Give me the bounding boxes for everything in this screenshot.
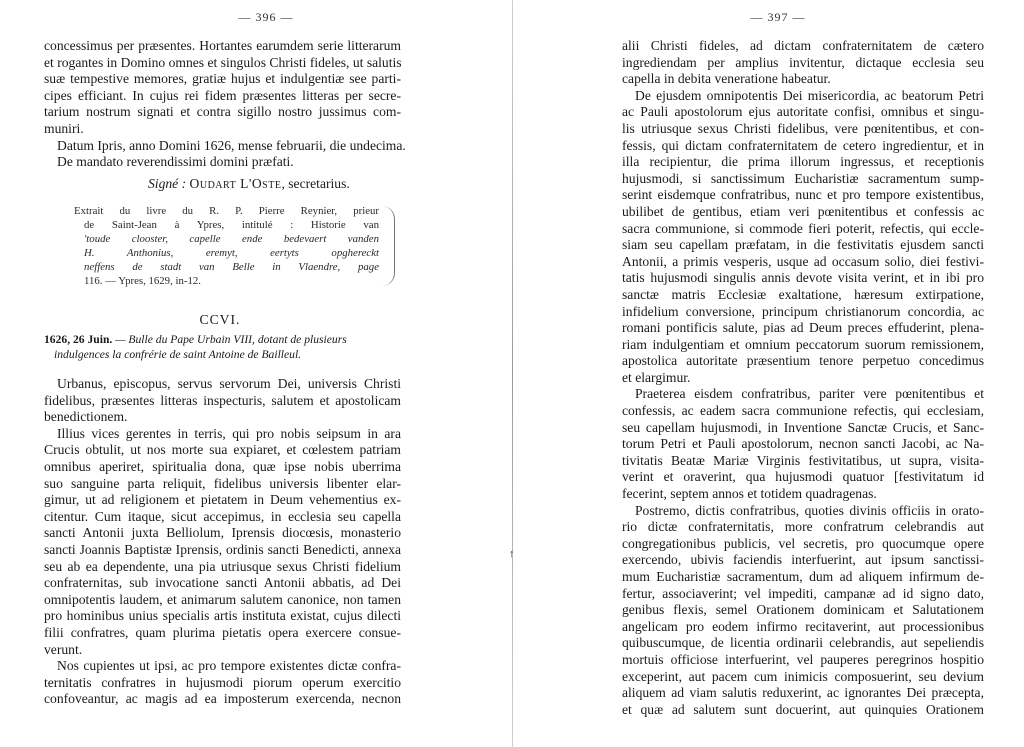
document-number: CCVI. bbox=[199, 312, 241, 327]
text-line: pro hominibus unius specialis artis instituta existat, cujus dilecti bbox=[44, 608, 401, 624]
bull-body bbox=[44, 376, 401, 708]
text-line: Antonii, a primis vesperis, usque ad occasum solio, diei festivi- bbox=[622, 253, 984, 269]
text-line: Nos cupientes ut ipsi, ac pro tempore existentes dictæ confra- bbox=[57, 658, 401, 674]
text-line: rio dictæ confraternitatis, more confratrum celebrandis aut bbox=[622, 519, 984, 535]
extract-line: neffens de stadt van Belle in Vlaendre, page bbox=[84, 261, 379, 273]
text-line: De ejusdem omnipotentis Dei misericordia, ac beatorum Petri bbox=[635, 87, 984, 103]
text-line: sacra communione, si commode fieri poterit, refectis, qui eccle- bbox=[622, 220, 984, 236]
text-line: apostolica autoritate præsentium tenore perpetuo concedimus bbox=[622, 353, 984, 369]
text-line: sancti Joannis Baptistæ Iprensis, ordinis sancti Benedicti, annexa bbox=[44, 541, 401, 557]
extract-bracket bbox=[382, 206, 395, 286]
text-line: torum Petri et Pauli apostolorum, necnon sancti Jacobi, ac Na- bbox=[622, 436, 984, 452]
text-line: gimur, ut ad religionem et pietatem in Deum vehementius ex- bbox=[44, 492, 401, 508]
text-line: Crucis obtulit, ut nos morte sua expiaret, et cœlestem patriam bbox=[44, 442, 401, 458]
text-line: tivitatis Beatæ Mariæ Virginis festivitatibus, ut supra, visita- bbox=[622, 452, 984, 468]
text-line: sancti Antonii juxta Belliolum, Iprensis diocœsis, monasterio bbox=[44, 525, 401, 541]
text-line: tarium nostrum signati et contra sigillo nostro jussimus com- bbox=[44, 104, 401, 120]
extract-line: 116. — Ypres, 1629, in-12. bbox=[84, 275, 201, 287]
extract-line: 'toude clooster, capelle ende bedevaert vanden bbox=[84, 233, 379, 245]
source-extract bbox=[74, 204, 379, 288]
text-line: Postremo, dictis confratribus, quoties divinis officiis in orato- bbox=[635, 502, 984, 518]
text-line: et rogantes in Domino omnes et singulos Christi fideles, ut salutis bbox=[44, 54, 402, 70]
text-line: fidelibus, præsentes litteras inspecturis, salutem et apostolicam bbox=[44, 392, 401, 408]
signature-title: , secretarius. bbox=[281, 176, 350, 191]
signature bbox=[148, 176, 350, 192]
text-line: congregationibus publicis, vel secretis, pro quocumque opere bbox=[622, 535, 984, 551]
text-line: verunt. bbox=[44, 641, 83, 657]
extract-line: H. Anthonius, eremyt, eertyts opghereckt bbox=[84, 247, 379, 259]
text-line: aliquem ad viam salutis reduxerint, ac ignorantes Dei præcepta, bbox=[622, 685, 984, 701]
text-line: romani pontificis salute, pias ad Deum preces effuderint, plena- bbox=[622, 320, 984, 336]
right-body bbox=[622, 38, 984, 718]
text-line: verint et oraverint, qua hujusmodi quatuor [festivitatum id bbox=[622, 469, 984, 485]
text-line: muniri. bbox=[44, 120, 84, 136]
document-date: 1626, 26 Juin. bbox=[44, 333, 113, 346]
text-line: tatis hujusmodi singulis annis devote visita verint, et in ibi pro bbox=[622, 270, 984, 286]
extract-line: de Saint-Jean à Ypres, intitulé : Historie van bbox=[84, 219, 379, 231]
text-line: filii confratres, quam plurima pietatis opera exercere consue- bbox=[44, 624, 401, 640]
text-line: exceperint, aut pacem cum inimicis composuerint, seu devium bbox=[622, 668, 984, 684]
text-line: mortuis officiose interfuerint, vel pauperes peregrinos hospitio bbox=[622, 651, 984, 667]
document-summary: indulgences la confrérie de saint Antoine de Bailleul. bbox=[54, 348, 302, 361]
text-line: confraternitas, sub invocatione sancti Antonii abbatis, ad Dei bbox=[44, 575, 401, 591]
text-line: benedictionem. bbox=[44, 409, 128, 425]
text-line: ac Pauli apostolorum ejus autoritate confisi, omnibus et singu- bbox=[622, 104, 984, 120]
text-line: seu ab ea dependente, una pia utriusque sexus Christi fidelium bbox=[44, 558, 401, 574]
dated-line: Datum Ipris, anno Domini 1626, mense februarii, die undecima. bbox=[57, 137, 406, 153]
text-line: ubilibet de gentibus, etiam veri pœnitentibus et confessis ac bbox=[622, 203, 984, 219]
right-page bbox=[512, 0, 1024, 747]
text-line: omnibus aperiret, spiritualia dona, quæ ipse nobis uberrima bbox=[44, 458, 401, 474]
text-line: alii Christi fideles, ad dictam confraternitatem de cætero bbox=[622, 38, 984, 53]
text-line: Praeterea eisdem confratribus, pariter vere pœnitentibus et bbox=[635, 386, 984, 402]
text-line: lis utriusque sexus Christi fidelibus, vere pœnitentibus, et con- bbox=[622, 120, 984, 136]
text-line: et quæ ad salutem sunt docuerint, aut quinquies Orationem bbox=[622, 701, 984, 717]
text-line: serint eisdemque confratribus, nunc et pro tempore existentibus, bbox=[622, 187, 984, 203]
text-line: suæ tempestive memores, gratiæ hujus et indulgentiæ see parti- bbox=[44, 71, 401, 87]
continuation-paragraph bbox=[44, 38, 406, 171]
text-line: ingrediendam per amplius invitentur, dictaque ecclesia seu bbox=[622, 54, 984, 70]
text-line: fecerint, septem annos et totidem quadragenas. bbox=[622, 486, 877, 502]
text-line: fessis, qui dictam confraternitatem de cetero ingredientur, et in bbox=[622, 137, 984, 153]
document-summary: — Bulle du Pape Urbain VIII, dotant de plusieurs bbox=[112, 333, 347, 346]
text-line: citentur. Cum itaque, sicut accepimus, in ecclesia seu capella bbox=[44, 508, 401, 524]
extract-line: Extrait du livre du R. P. Pierre Reynier, prieur bbox=[74, 205, 379, 217]
text-line: mum Eucharistiæ sacramentum, dum ad aliquem infirmum de- bbox=[622, 569, 984, 584]
text-line: hujusmodi, si sanctissimum Eucharistiæ sacramentum sump- bbox=[622, 170, 984, 186]
text-line: omnipotentis laudem, et animarum salutem canonice, non tamen bbox=[44, 591, 401, 607]
text-line: illa recipientur, die prima illorum ingressus, et receptionis bbox=[622, 154, 984, 170]
text-line: capella in debita veneratione habeatur. bbox=[622, 71, 831, 87]
text-line: genibus flexis, semel Orationem dominicam et Salutationem bbox=[622, 602, 984, 618]
page-number-left: — 396 — bbox=[238, 10, 294, 24]
document-heading bbox=[44, 332, 401, 362]
text-line: suo sanguine parta reliquit, fidelibus universis libenter elar- bbox=[44, 475, 401, 491]
text-line: et elargimur. bbox=[622, 369, 691, 385]
text-line: exercendo, ubivis faciendis interfuerint, aut ipsum sanctissi- bbox=[622, 552, 984, 568]
text-line: riam indulgentiam et omnium peccatorum suorum remissionem, bbox=[622, 336, 984, 352]
text-line: quibuscumque, de licentia ordinarii celebrandis, aut sepeliendis bbox=[622, 635, 984, 651]
text-line: infidelium conversione, principum christianorum concordia, ac bbox=[622, 303, 984, 319]
text-line: confoveantur, ac magis ad ea imposterum exercenda, necnon bbox=[44, 691, 401, 707]
text-line: cipes efficiant. In cujus rei fidem præsentes litteras per secre- bbox=[44, 87, 401, 103]
text-line: angelicam pro eodem infirmo recitaverint, aut processionibus bbox=[622, 618, 984, 634]
text-line: siam seu capellam præfatam, in die festivitatis ejusdem sancti bbox=[622, 237, 984, 253]
mandate-line: De mandato reverendissimi domini præfati. bbox=[57, 154, 294, 170]
page-number-right: — 397 — bbox=[750, 10, 806, 24]
gutter-mark: ↑ bbox=[509, 548, 515, 560]
text-line: sanctæ matris Ecclesiæ exaltatione, hæresum extirpatione, bbox=[622, 286, 984, 302]
text-line: confessis, ac eadem sacra communione refectis, qui ecclesiam, bbox=[622, 403, 984, 419]
text-line: seu capellam hujusmodi, in Inventione Sanctæ Crucis, et Sanc- bbox=[622, 419, 984, 435]
signature-name: Oudart L'Oste bbox=[189, 176, 282, 191]
text-line: concessimus per præsentes. Hortantes earumdem serie litterarum bbox=[44, 38, 401, 53]
text-line: Urbanus, episcopus, servus servorum Dei, universis Christi bbox=[57, 376, 401, 391]
signature-label: Signé : bbox=[148, 176, 187, 191]
text-line: ternitatis confratres in hujusmodi piorum operum exercitio bbox=[44, 674, 401, 690]
text-line: Illius vices gerentes in terris, qui pro nobis seipsum in ara bbox=[57, 425, 401, 441]
text-line: fertur, associaverint; vel impediti, campanæ ad id signo dato, bbox=[622, 585, 984, 601]
